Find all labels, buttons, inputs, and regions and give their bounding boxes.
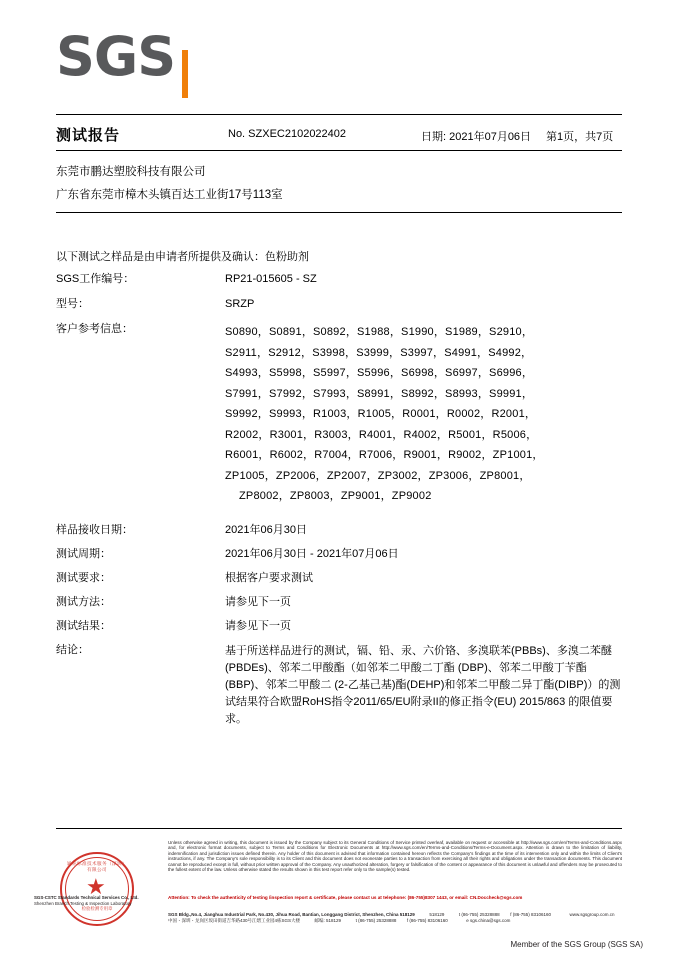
sample-intro-line: 以下测试之样品是由申请者所提供及确认：色粉助剂 <box>56 251 309 263</box>
footer-address-en: SGS Bldg.,No.4, Jianghua Industrial Park, No.430, Jihua Road, Bantian, Longgang District, Shenzhen, China 518129 <box>168 912 415 917</box>
field-row-test-period <box>56 547 622 562</box>
company-seal-stamp <box>60 852 138 930</box>
field-row-test-method <box>56 595 622 610</box>
client-reference-line: S0890，S0891，S0892，S1988，S1990，S1989，S2910， <box>225 326 534 338</box>
footer-website: www.sgsgroup.com.cn <box>569 912 615 917</box>
field-label-client-reference: 客户参考信息： <box>56 323 133 335</box>
field-value-receive-date: 2021年06月30日 <box>225 523 307 536</box>
report-fields <box>56 272 622 737</box>
sgs-logo-text: SGS <box>56 25 176 88</box>
footer-address-cn-row <box>168 918 622 924</box>
client-reference-line: R6001，R6002，R7004，R7006，R9001，R9002，ZP1001， <box>225 449 544 461</box>
report-number: No. SZXEC2102022402 <box>228 128 347 140</box>
field-value-test-result: 请参见下一页 <box>225 619 291 632</box>
divider-top <box>56 114 622 115</box>
footer-legal-text: Unless otherwise agreed in writing, this document is issued by the Company subject to its General Conditions of Service printed overleaf, available on request or accessible at http://www.sgs.com/en/Terms-and-Conditions.aspx and, for electronic format documents, subject to Terms and Conditions for Electronic Documents at http://www.sgs.com/en/Terms-and-Conditions/Terms-e-Document.aspx. Attention is drawn to the limitation of liability, indemnification and jurisdiction issues defined therein. Any holder of this document is advised that information contained hereon reflects the Company's findings at the time of its intervention only and within the limits of Client's instructions, if any. The Company's sole responsibility is to its Client and this document does not exonerate parties to a transaction from exercising all their rights and obligations under the transaction documents. This document cannot be reproduced except in full, without prior written approval of the Company. Any unauthorized alteration, forgery or falsification of the content or appearance of this document is unlawful and offenders may be prosecuted to the fullest extent of the law. Unless otherwise stated the results shown in this test report refer only to the sample(s) tested. <box>168 840 622 873</box>
field-row-receive-date <box>56 523 622 538</box>
divider-footer <box>56 828 622 829</box>
footer-address-cn: 中国・深圳・龙岗区坂田街道吉华路430号江熠工业园4栋SGS大楼 <box>168 918 301 924</box>
client-reference-line: S7991，S7992，S7993，S8991，S8992，S8993，S9991， <box>225 387 534 400</box>
seal-bottom-text: 检验检测专用章 <box>81 906 113 911</box>
report-date: 日期: 2021年07月06日 <box>421 131 532 143</box>
field-value-client-reference <box>225 322 622 507</box>
page-count: 第1页，共7页 <box>546 131 614 143</box>
footer-fax-cn: f (86-755) 83106160 <box>406 918 448 924</box>
footer-member-note: Member of the SGS Group (SGS SA) <box>510 940 643 949</box>
client-reference-line: ZP1005，ZP2006，ZP2007，ZP3002，ZP3006，ZP8001， <box>225 469 531 482</box>
field-label-test-result: 测试结果： <box>56 619 111 632</box>
seal-caption-line-1: SGS-CSTC Standards Technical Services Co., Ltd. <box>34 895 139 900</box>
client-reference-line: S2911，S2912，S3998，S3999，S3997，S4991，S4992， <box>225 346 533 359</box>
footer-fax-en: f (86-755) 83106160 <box>510 912 551 917</box>
client-reference-line: R2002，R3001，R3003，R4001，R4002，R5001，R5006， <box>225 428 538 441</box>
field-value-test-period: 2021年06月30日 - 2021年07月06日 <box>225 547 399 560</box>
divider-company <box>56 212 622 213</box>
sgs-logo <box>56 25 256 94</box>
field-row-conclusion <box>56 643 622 728</box>
footer-postcode-cn: 邮编: 518129 <box>314 918 342 924</box>
footer-postcode-en: 518129 <box>429 912 445 917</box>
footer-email: e sgs.china@sgs.com <box>466 918 511 924</box>
star-icon: ★ <box>86 874 106 899</box>
field-value-test-method: 请参见下一页 <box>225 595 291 608</box>
page-title: 测试报告 <box>56 127 121 144</box>
footer-tel-en: t (86-755) 25328888 <box>458 912 500 917</box>
field-label-test-requirement: 测试要求： <box>56 571 111 584</box>
field-label-conclusion: 结论： <box>56 643 89 656</box>
field-row-client-reference <box>56 322 622 507</box>
field-row-model <box>56 297 622 312</box>
field-label-test-period: 测试周期： <box>56 547 111 560</box>
client-company-address: 广东省东莞市樟木头镇百达工业街17号113室 <box>56 189 283 201</box>
footer-attention-label: Attention: To check the authenticity of testing /inspection report & certificate, please contact us at telephone: (86-755)8307 1443, or email: CN.Doccheck@sgs.com <box>168 895 523 900</box>
field-label-job-no: SGS工作编号： <box>56 273 135 285</box>
client-reference-line: S4993，S5998，S5997，S5996，S6998，S6997，S6996， <box>225 367 534 379</box>
client-company-name: 东莞市鹏达塑胶科技有限公司 <box>56 166 206 178</box>
field-value-conclusion: 基于所送样品进行的测试，镉、铅、汞、六价铬、多溴联苯(PBBs)、多溴二苯醚(PBDEs)、邻苯二甲酸酯（如邻苯二甲酸二丁酯 (DBP)、邻苯二甲酸丁苄酯(BBP)、邻苯二甲酸二 (2-乙基己基)酯(DEHP)和邻苯二甲酸二异丁酯(DIBP)）的测试结果符合欧盟RoHS指令2011/65/EU附录II的修正指令(EU) 2015/863 的限值要求。 <box>225 644 621 725</box>
field-row-job-no <box>56 272 622 287</box>
sgs-logo-accent-bar <box>182 50 188 98</box>
field-row-test-result <box>56 619 622 634</box>
footer-attention-text <box>168 895 622 901</box>
client-reference-line: ZP8002，ZP8003，ZP9001，ZP9002 <box>239 490 432 502</box>
client-reference-line: S9992，S9993，R1003，R1005，R0001，R0002，R2001， <box>225 408 537 420</box>
field-label-model: 型号： <box>56 298 89 310</box>
report-fields-secondary <box>56 523 622 728</box>
seal-caption <box>34 895 164 907</box>
seal-top-text: 通标标准技术服务（深圳）有限公司 <box>67 861 127 872</box>
field-label-test-method: 测试方法： <box>56 595 111 608</box>
field-value-job-no: RP21-015605 - SZ <box>225 273 317 285</box>
seal-caption-line-2: Shenzhen Branch Testing & Inspection Laboratory <box>34 901 132 906</box>
divider-title <box>56 150 622 151</box>
field-value-model: SRZP <box>225 298 255 310</box>
footer-tel-cn: t (86-755) 25328888 <box>355 918 397 924</box>
field-value-test-requirement: 根据客户要求测试 <box>225 571 313 584</box>
footer-address-block <box>168 912 622 925</box>
field-label-receive-date: 样品接收日期： <box>56 523 133 536</box>
field-row-test-requirement <box>56 571 622 586</box>
